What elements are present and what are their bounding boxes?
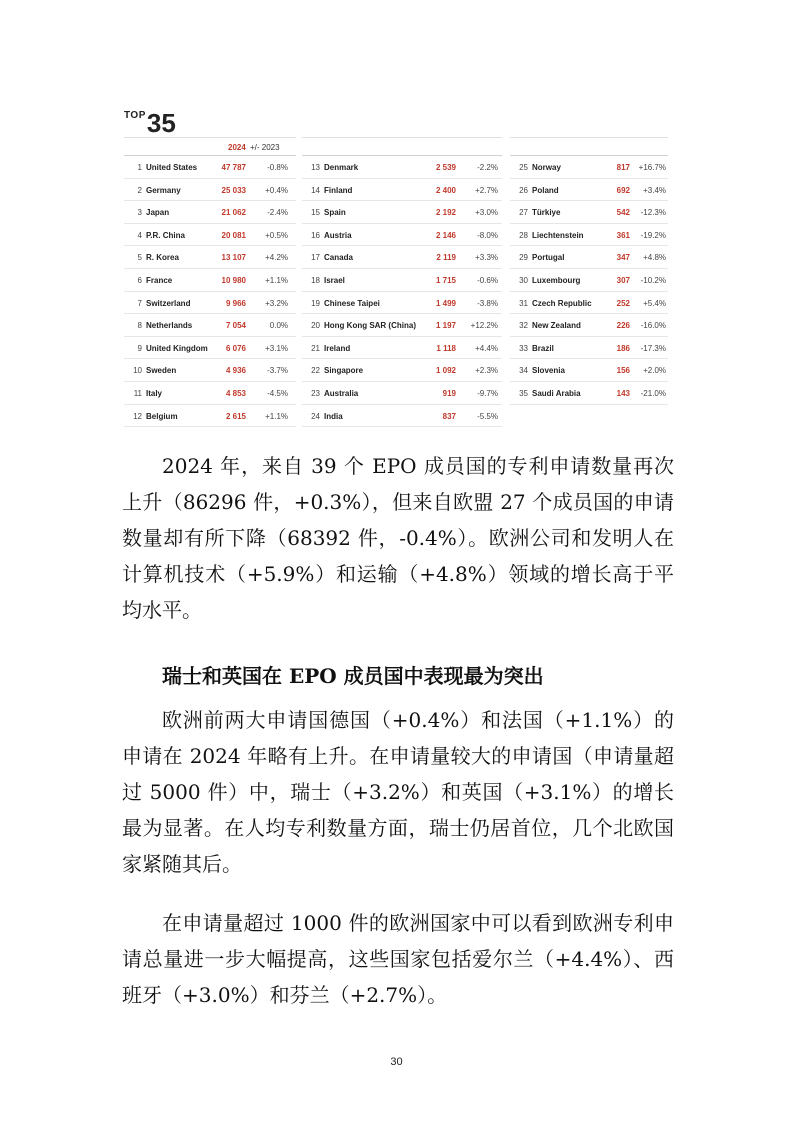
- table-row: [124, 156, 296, 179]
- count-cell: 2 615: [225, 411, 246, 421]
- count-cell: 1 499: [435, 298, 456, 308]
- change-cell: +2.0%: [643, 366, 666, 376]
- rank-cell: 8: [137, 321, 142, 331]
- count-cell: 9 966: [225, 298, 246, 308]
- change-cell: -12.3%: [640, 208, 666, 218]
- count-cell: 226: [616, 321, 630, 331]
- country-cell: Finland: [324, 185, 353, 195]
- count-cell: 1 715: [435, 275, 456, 285]
- count-cell: 361: [616, 230, 630, 240]
- change-cell: +3.4%: [643, 185, 666, 195]
- change-cell: -5.5%: [477, 411, 498, 421]
- country-cell: Netherlands: [146, 321, 193, 331]
- table-row: [124, 337, 296, 360]
- count-cell: 4 853: [225, 388, 246, 398]
- count-cell: 542: [616, 208, 630, 218]
- country-cell: India: [324, 411, 343, 421]
- rank-cell: 18: [311, 275, 320, 285]
- rank-cell: 11: [133, 388, 142, 398]
- country-cell: Belgium: [146, 411, 178, 421]
- change-cell: +3.3%: [475, 253, 498, 263]
- change-cell: +4.2%: [265, 253, 288, 263]
- top-word: TOP: [124, 110, 146, 121]
- rank-cell: 31: [519, 298, 528, 308]
- country-cell: France: [146, 275, 173, 285]
- table-row: [302, 405, 502, 428]
- country-cell: Italy: [146, 388, 163, 398]
- country-cell: R. Korea: [146, 253, 179, 263]
- table-row: [302, 382, 502, 405]
- rank-cell: 22: [311, 366, 320, 376]
- count-cell: 2 192: [435, 208, 456, 218]
- country-cell: Norway: [532, 163, 561, 172]
- rank-cell: 7: [137, 298, 142, 308]
- count-cell: 21 062: [221, 208, 246, 218]
- change-cell: +2.7%: [475, 185, 498, 195]
- change-cell: +0.5%: [265, 230, 288, 240]
- count-cell: 4 936: [225, 366, 246, 376]
- rank-cell: 27: [519, 208, 528, 218]
- country-cell: Poland: [532, 185, 559, 195]
- rank-cell: 28: [519, 230, 528, 240]
- paragraph-growth-countries: 在申请量超过 1000 件的欧洲国家中可以看到欧洲专利申请总量进一步大幅提高，这些国家包括爱尔兰（+4.4%）、西班牙（+3.0%）和芬兰（+2.7%）。: [122, 911, 674, 1007]
- count-cell: 1 118: [436, 343, 456, 353]
- header-change: +/- 2023: [250, 143, 280, 152]
- top-number: 35: [146, 108, 176, 138]
- column-header-blank: [302, 137, 502, 156]
- count-cell: 7 054: [225, 321, 246, 331]
- country-cell: Ireland: [324, 343, 351, 353]
- change-cell: 0.0%: [269, 321, 288, 331]
- rank-cell: 23: [311, 388, 320, 398]
- change-cell: +3.0%: [475, 208, 498, 218]
- change-cell: +5.4%: [643, 298, 666, 308]
- count-cell: 837: [442, 411, 456, 421]
- count-cell: 25 033: [221, 185, 246, 195]
- column-header: [124, 137, 296, 156]
- table-row: [510, 224, 668, 247]
- change-cell: -9.7%: [477, 388, 498, 398]
- table-row: [124, 246, 296, 269]
- rank-cell: 21: [311, 343, 320, 353]
- change-cell: +16.7%: [638, 163, 666, 172]
- rank-cell: 29: [519, 253, 528, 263]
- country-cell: Switzerland: [146, 298, 191, 308]
- country-cell: Canada: [324, 253, 353, 263]
- ranking-column-1: [124, 137, 296, 427]
- change-cell: -21.0%: [640, 388, 666, 398]
- count-cell: 817: [616, 163, 630, 172]
- rank-cell: 33: [519, 343, 528, 353]
- table-row: [510, 382, 668, 405]
- change-cell: +3.1%: [265, 343, 288, 353]
- table-row: [124, 405, 296, 428]
- count-cell: 919: [442, 388, 456, 398]
- table-row: [124, 382, 296, 405]
- change-cell: +1.1%: [265, 411, 288, 421]
- top35-label: [124, 110, 176, 137]
- country-cell: Spain: [324, 208, 346, 218]
- count-cell: 156: [616, 366, 630, 376]
- table-row: [510, 179, 668, 202]
- table-row: [510, 269, 668, 292]
- country-cell: Austria: [324, 230, 352, 240]
- change-cell: +4.8%: [643, 253, 666, 263]
- rank-cell: 9: [137, 343, 142, 353]
- rank-cell: 24: [311, 411, 320, 421]
- table-row: [124, 292, 296, 315]
- rank-cell: 17: [311, 253, 320, 263]
- count-cell: 10 980: [221, 275, 246, 285]
- country-cell: New Zealand: [532, 321, 581, 331]
- change-cell: +4.4%: [475, 343, 498, 353]
- count-cell: 2 539: [435, 163, 456, 172]
- table-row: [510, 337, 668, 360]
- count-cell: 143: [616, 388, 630, 398]
- table-row: [302, 269, 502, 292]
- table-row: [510, 359, 668, 382]
- country-cell: Sweden: [146, 366, 177, 376]
- change-cell: -2.4%: [267, 208, 288, 218]
- count-cell: 13 107: [221, 253, 246, 263]
- table-row: [124, 314, 296, 337]
- change-cell: -19.2%: [640, 230, 666, 240]
- table-row: [302, 359, 502, 382]
- table-row: [510, 156, 668, 179]
- table-row: [302, 224, 502, 247]
- change-cell: +3.2%: [265, 298, 288, 308]
- count-cell: 20 081: [221, 230, 246, 240]
- paragraph-eu-applications: 2024 年，来自 39 个 EPO 成员国的专利申请数量再次上升（86296 件，+0.3%），但来自欧盟 27 个成员国的申请数量却有所下降（68392 件，-0.4%）。欧洲公司和发明人在计算机技术（+5.9%）和运输（+4.8%）领域的增长高于平均水平。: [122, 454, 674, 622]
- country-cell: Portugal: [532, 253, 565, 263]
- table-row: [510, 314, 668, 337]
- change-cell: -10.2%: [640, 275, 666, 285]
- table-row: [124, 201, 296, 224]
- count-cell: 2 119: [436, 253, 456, 263]
- change-cell: -3.7%: [267, 366, 288, 376]
- ranking-column-3: [510, 137, 668, 405]
- rank-cell: 4: [137, 230, 142, 240]
- table-row: [510, 246, 668, 269]
- country-cell: Chinese Taipei: [324, 298, 380, 308]
- table-row: [124, 224, 296, 247]
- change-cell: -2.2%: [477, 163, 498, 172]
- rank-cell: 25: [519, 163, 528, 172]
- count-cell: 47 787: [221, 163, 246, 172]
- count-cell: 1 092: [435, 366, 456, 376]
- count-cell: 307: [616, 275, 630, 285]
- rank-cell: 26: [519, 185, 528, 195]
- table-row: [124, 269, 296, 292]
- count-cell: 2 400: [435, 185, 456, 195]
- paragraph-top-applicants: 欧洲前两大申请国德国（+0.4%）和法国（+1.1%）的申请在 2024 年略有上升。在申请量较大的申请国（申请量超过 5000 件）中，瑞士（+3.2%）和英国（+3.1%）的增长最为显著。在人均专利数量方面，瑞士仍居首位，几个北欧国家紧随其后。: [122, 708, 674, 876]
- country-cell: Germany: [146, 185, 181, 195]
- table-row: [302, 179, 502, 202]
- ranking-column-2: [302, 137, 502, 427]
- count-cell: 1 197: [435, 321, 456, 331]
- column-header-blank: [510, 137, 668, 156]
- table-row: [302, 292, 502, 315]
- change-cell: +2.3%: [475, 366, 498, 376]
- rank-cell: 2: [137, 185, 142, 195]
- rank-cell: 6: [137, 275, 142, 285]
- change-cell: +0.4%: [265, 185, 288, 195]
- header-year: 2024: [228, 143, 246, 152]
- rank-cell: 10: [133, 366, 142, 376]
- country-cell: Türkiye: [532, 208, 561, 218]
- table-row: [124, 179, 296, 202]
- country-cell: Czech Republic: [532, 298, 592, 308]
- change-cell: -3.8%: [477, 298, 498, 308]
- change-cell: -17.3%: [640, 343, 666, 353]
- change-cell: +1.1%: [265, 275, 288, 285]
- country-cell: United States: [146, 163, 198, 172]
- rank-cell: 30: [519, 275, 528, 285]
- count-cell: 2 146: [435, 230, 456, 240]
- rank-cell: 5: [137, 253, 142, 263]
- page-number: 30: [390, 1056, 403, 1068]
- count-cell: 347: [616, 253, 630, 263]
- rank-cell: 3: [137, 208, 142, 218]
- country-cell: P.R. China: [146, 230, 185, 240]
- country-cell: Israel: [324, 275, 345, 285]
- rank-cell: 34: [519, 366, 528, 376]
- table-row: [302, 156, 502, 179]
- rank-cell: 20: [311, 321, 320, 331]
- country-cell: Luxembourg: [532, 275, 581, 285]
- table-row: [510, 292, 668, 315]
- country-cell: Slovenia: [532, 366, 565, 376]
- change-cell: -8.0%: [477, 230, 498, 240]
- count-cell: 6 076: [225, 343, 246, 353]
- rank-cell: 13: [311, 163, 320, 172]
- section-heading: 瑞士和英国在 EPO 成员国中表现最为突出: [162, 664, 544, 688]
- country-cell: Saudi Arabia: [532, 388, 581, 398]
- count-cell: 692: [616, 185, 630, 195]
- rank-cell: 35: [519, 388, 528, 398]
- change-cell: -4.5%: [267, 388, 288, 398]
- country-cell: Australia: [324, 388, 359, 398]
- rank-cell: 16: [311, 230, 320, 240]
- country-cell: Liechtenstein: [532, 230, 584, 240]
- rank-cell: 15: [311, 208, 320, 218]
- country-cell: Brazil: [532, 343, 554, 353]
- country-cell: United Kingdom: [146, 343, 208, 353]
- count-cell: 186: [616, 343, 630, 353]
- change-cell: -16.0%: [640, 321, 666, 331]
- table-row: [302, 246, 502, 269]
- change-cell: -0.8%: [267, 163, 288, 172]
- country-cell: Hong Kong SAR (China): [324, 321, 416, 331]
- table-row: [510, 201, 668, 224]
- rank-cell: 1: [137, 163, 142, 172]
- rank-cell: 32: [519, 321, 528, 331]
- rank-cell: 14: [311, 185, 320, 195]
- table-row: [124, 359, 296, 382]
- country-cell: Japan: [146, 208, 170, 218]
- country-cell: Singapore: [324, 366, 364, 376]
- change-cell: -0.6%: [477, 275, 498, 285]
- table-row: [302, 337, 502, 360]
- count-cell: 252: [616, 298, 630, 308]
- change-cell: +12.2%: [470, 321, 498, 331]
- table-row: [302, 314, 502, 337]
- rank-cell: 19: [311, 298, 320, 308]
- table-row: [302, 201, 502, 224]
- country-cell: Denmark: [324, 163, 359, 172]
- rank-cell: 12: [133, 411, 142, 421]
